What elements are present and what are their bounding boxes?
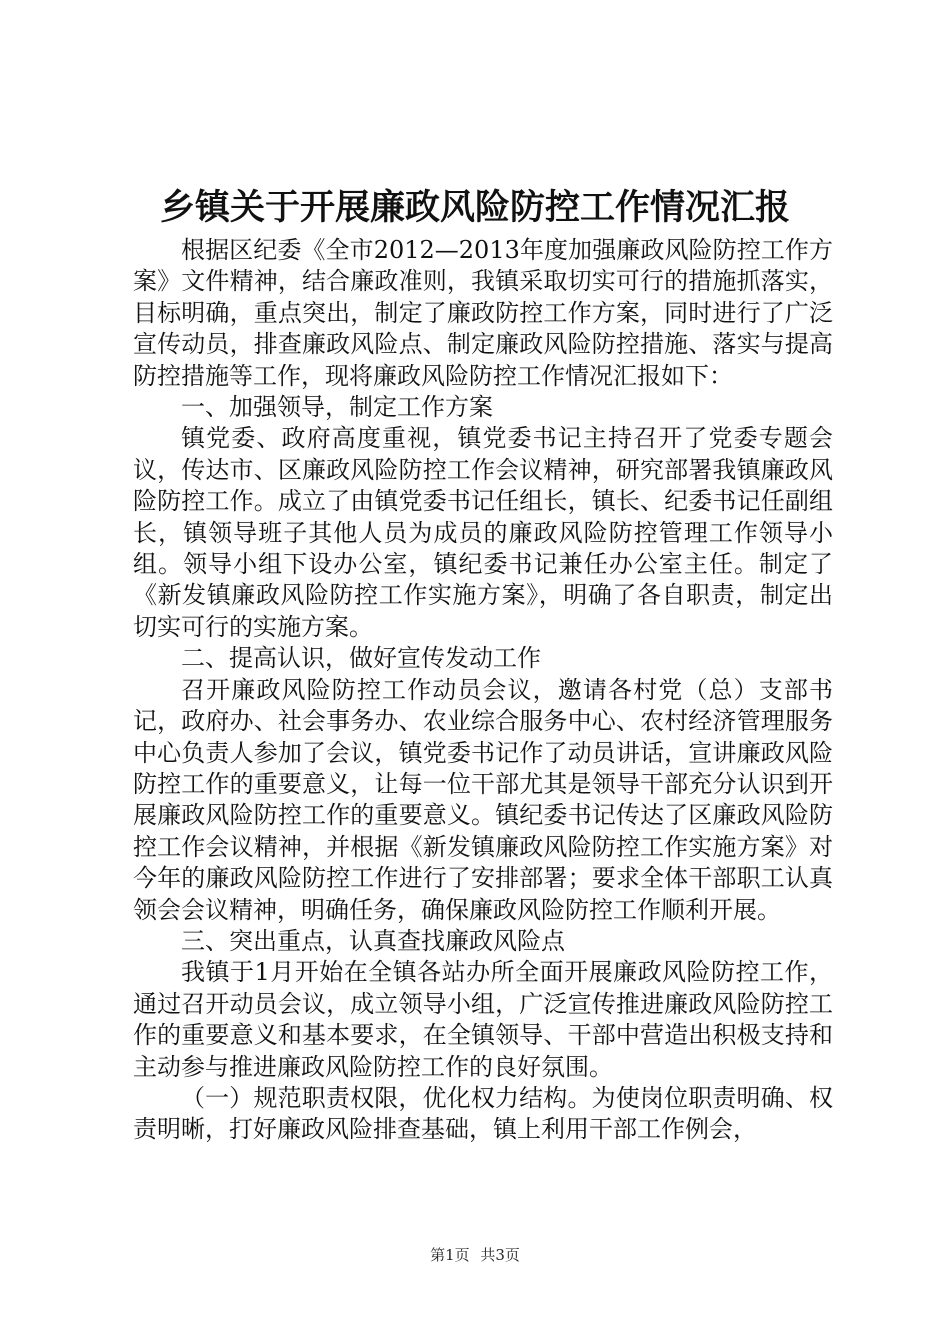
paragraph-intro: 根据区纪委《全市2012—2013年度加强廉政风险防控工作方案》文件精神，结合廉政准则，我镇采取切实可行的措施抓落实，目标明确，重点突出，制定了廉政防控工作方案，同时进行了广泛宣传动员，排查廉政风险点、制定廉政风险防控措施、落实与提高防控措施等工作，现将廉政风险防控工作情况汇报如下：: [133, 236, 833, 390]
document-body: [133, 235, 833, 1146]
page-number: 第1页: [430, 1246, 470, 1264]
paragraph-section-2: 召开廉政风险防控工作动员会议，邀请各村党（总）支部书记，政府办、社会事务办、农业综合服务中心、农村经济管理服务中心负责人参加了会议，镇党委书记作了动员讲话，宣讲廉政风险防控工作的重要意义，让每一位干部尤其是领导干部充分认识到开展廉政风险防控工作的重要意义。镇纪委书记传达了区廉政风险防控工作会议精神，并根据《新发镇廉政风险防控工作实施方案》对今年的廉政风险防控工作进行了安排部署；要求全体干部职工认真领会会议精神，明确任务，确保廉政风险防控工作顺利开展。: [133, 675, 833, 924]
section-heading-2: 二、提高认识，做好宣传发动工作: [181, 644, 541, 673]
page-total: 共3页: [480, 1246, 520, 1264]
paragraph-section-3: 我镇于1月开始在全镇各站办所全面开展廉政风险防控工作，通过召开动员会议，成立领导小组，广泛宣传推进廉政风险防控工作的重要意义和基本要求，在全镇领导、干部中营造出积极支持和主动参与推进廉政风险防控工作的良好氛围。: [133, 958, 833, 1081]
paragraph-subsection-1: （一）规范职责权限，优化权力结构。为使岗位职责明确、权责明晰，打好廉政风险排查基础，镇上利用干部工作例会，: [133, 1083, 833, 1144]
paragraph-section-1: 镇党委、政府高度重视，镇党委书记主持召开了党委专题会议，传达市、区廉政风险防控工作会议精神，研究部署我镇廉政风险防控工作。成立了由镇党委书记任组长，镇长、纪委书记任副组长，镇领导班子其他人员为成员的廉政风险防控管理工作领导小组。领导小组下设办公室，镇纪委书记兼任办公室主任。制定了《新发镇廉政风险防控工作实施方案》，明确了各自职责，制定出切实可行的实施方案。: [133, 424, 833, 641]
section-heading-1: 一、加强领导，制定工作方案: [181, 393, 493, 422]
page-footer: [0, 1245, 950, 1265]
section-heading-3: 三、突出重点，认真查找廉政风险点: [181, 926, 565, 955]
document-title: 乡镇关于开展廉政风险防控工作情况汇报: [159, 187, 790, 228]
